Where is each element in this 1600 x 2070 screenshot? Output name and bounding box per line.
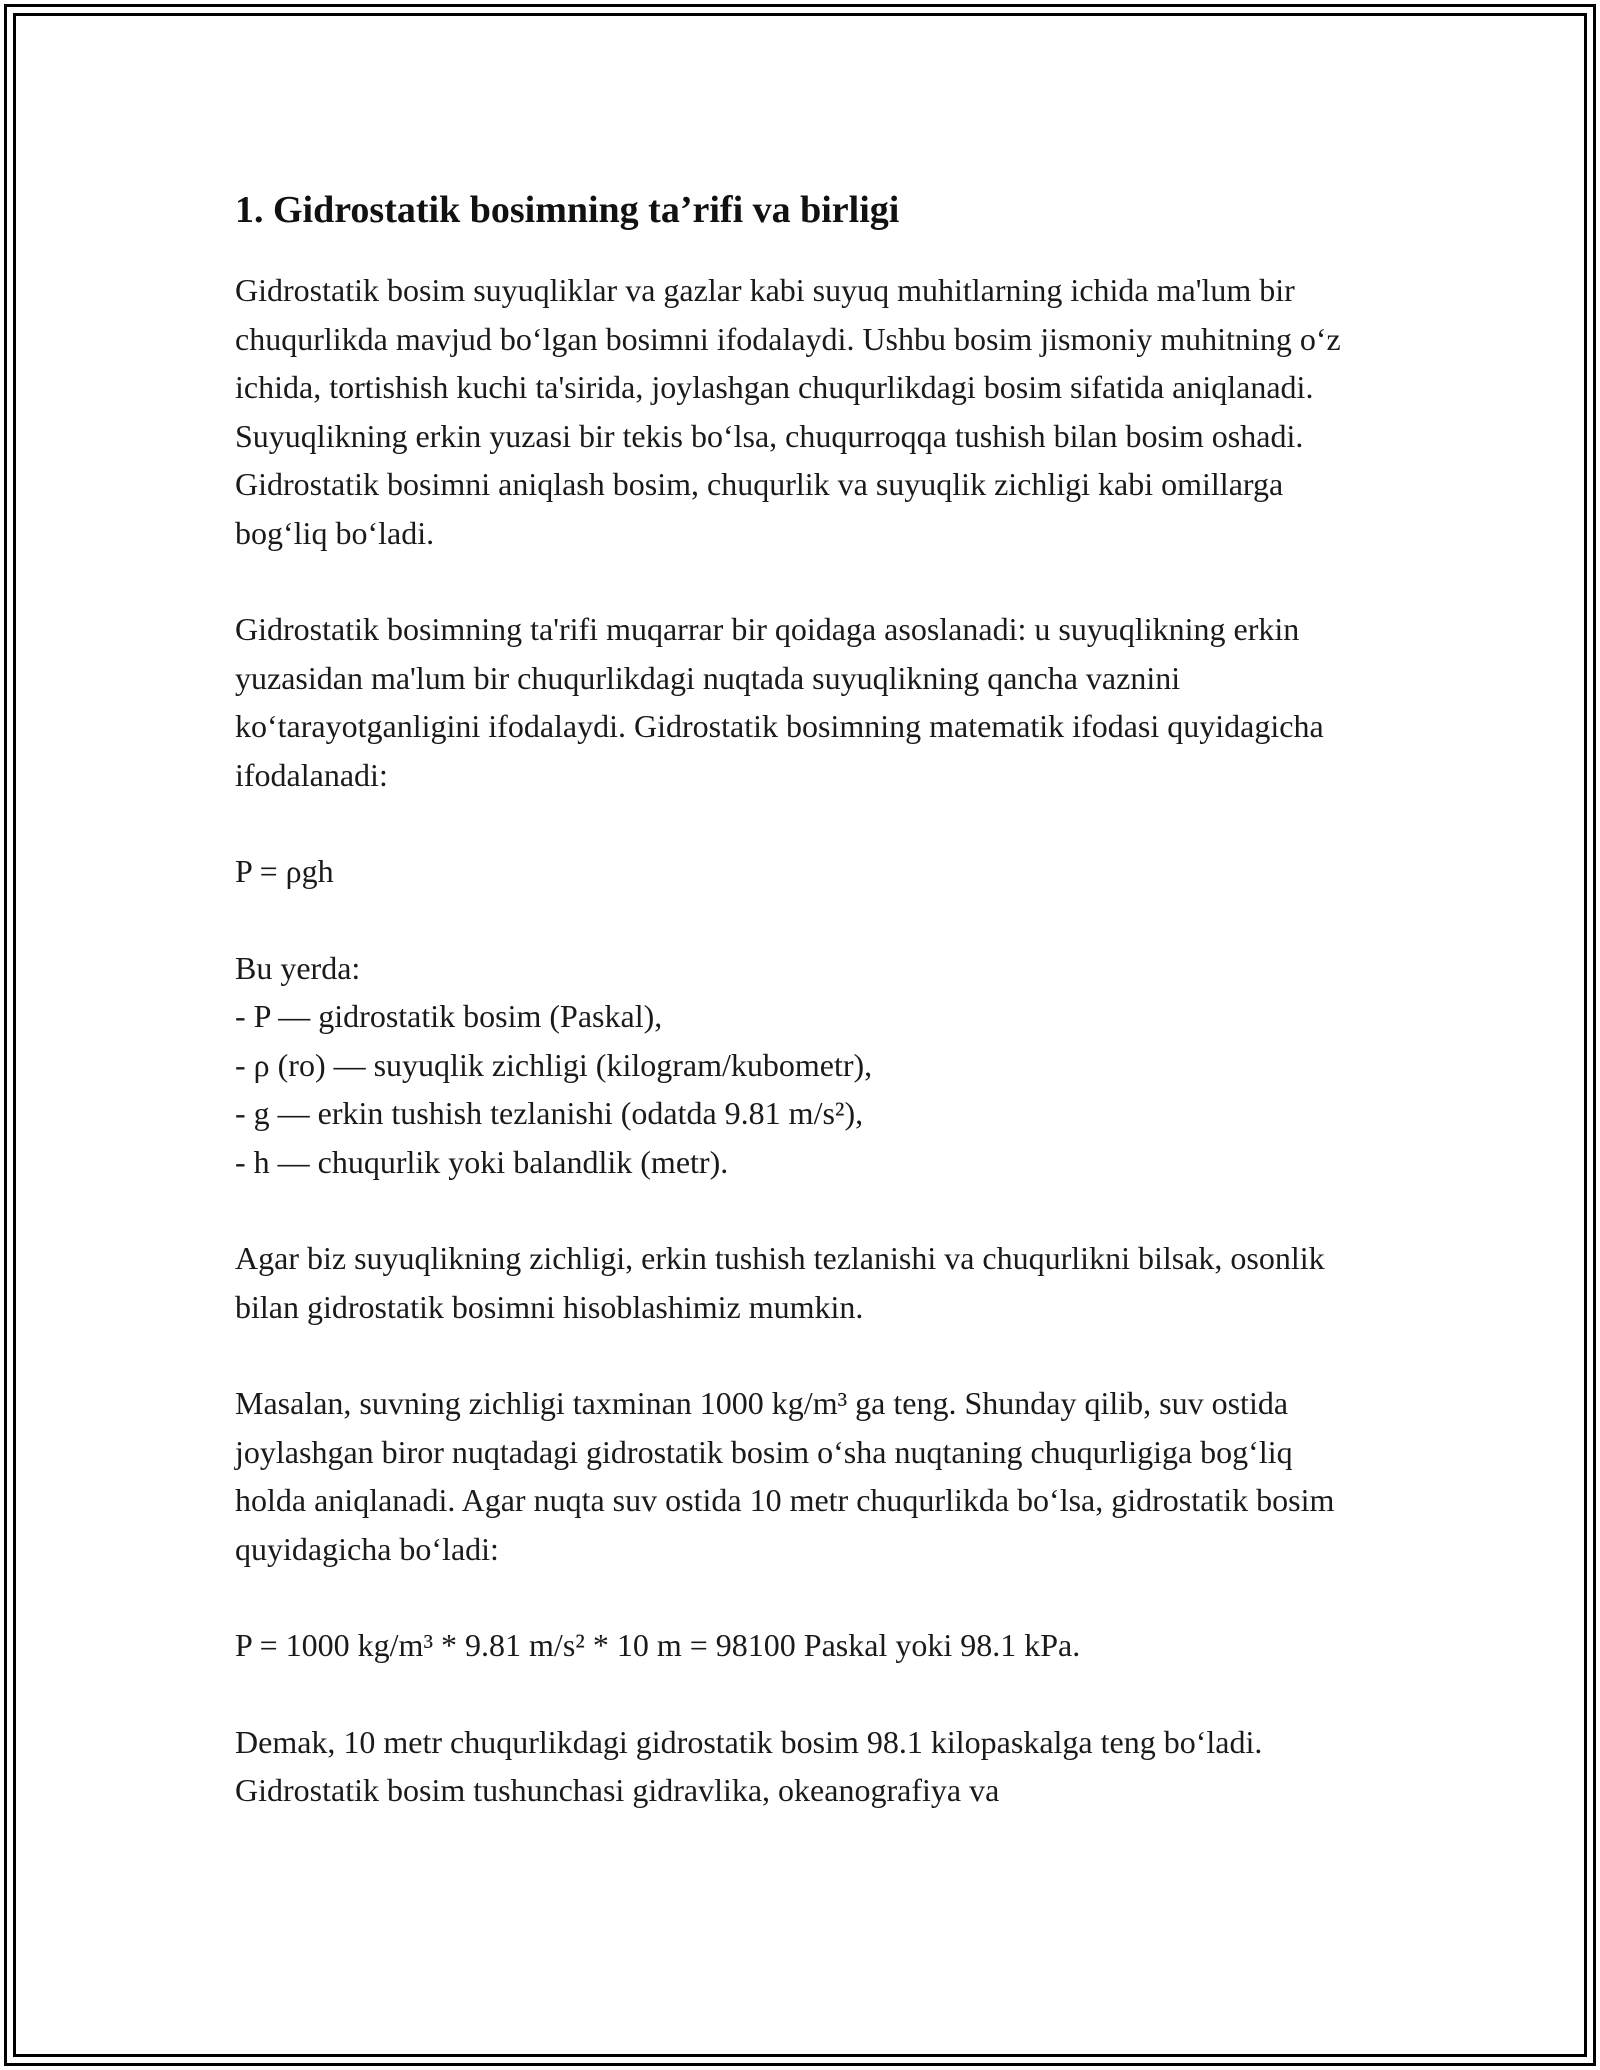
formula-basic: P = ρgh (235, 853, 334, 889)
document-body (235, 186, 1365, 1863)
variable-item-h: - h — chuqurlik yoki balandlik (metr). (235, 1143, 729, 1180)
formula-example: P = 1000 kg/m³ * 9.81 m/s² * 10 m = 98100 Paskal yoki 98.1 kPa. (235, 1627, 1081, 1663)
paragraph-definition: Gidrostatik bosim suyuqliklar va gazlar kabi suyuq muhitlarning ichida ma'lum bir chuqurlikda mavjud bo‘lgan bosimni ifodalaydi. Ushbu bosim jismoniy muhitning o‘z ichida, tortishish kuchi ta'sirida, joylashgan chuqurlikdagi bosim sifatida aniqlanadi. Suyuqlikning erkin yuzasi bir tekis bo‘lsa, chuqurroqqa tushish bilan bosim oshadi. Gidrostatik bosimni aniqlash bosim, chuqurlik va suyuqlik zichligi kabi omillarga bog‘liq bo‘ladi. (235, 272, 1341, 551)
paragraph-example: Masalan, suvning zichligi taxminan 1000 kg/m³ ga teng. Shunday qilib, suv ostida joylashgan biror nuqtadagi gidrostatik bosim o‘sha nuqtaning chuqurligiga bog‘liq holda aniqlanadi. Agar nuqta suv ostida 10 metr chuqurlikda bo‘lsa, gidrostatik bosim quyidagicha bo‘ladi: (235, 1385, 1335, 1567)
variable-list-intro: Bu yerda: (235, 949, 361, 986)
paragraph-rule: Gidrostatik bosimning ta'rifi muqarrar bir qoidaga asoslanadi: u suyuqlikning erkin yuzasidan ma'lum bir chuqurlikdagi nuqtada suyuqlikning qancha vaznini ko‘tarayotganligini ifodalaydi. Gidrostatik bosimning matematik ifodasi quyidagicha ifodalanadi: (235, 611, 1324, 793)
paragraph-calculation: Agar biz suyuqlikning zichligi, erkin tushish tezlanishi va chuqurlikni bilsak, osonlik bilan gidrostatik bosimni hisoblashimiz mumkin. (235, 1240, 1325, 1325)
variable-list (235, 944, 1365, 1187)
paragraph-conclusion: Demak, 10 metr chuqurlikdagi gidrostatik bosim 98.1 kilopaskalga teng bo‘ladi. Gidrostatik bosim tushunchasi gidravlika, okeanografiya va (235, 1723, 1263, 1808)
variable-item-g: - g — erkin tushish tezlanishi (odatda 9.81 m/s²), (235, 1095, 864, 1131)
section-heading: 1. Gidrostatik bosimning ta’rifi va birligi (235, 189, 900, 231)
variable-item-rho: - ρ (ro) — suyuqlik zichligi (kilogram/kubometr), (235, 1046, 873, 1083)
variable-item-p: - P — gidrostatik bosim (Paskal), (235, 998, 663, 1034)
